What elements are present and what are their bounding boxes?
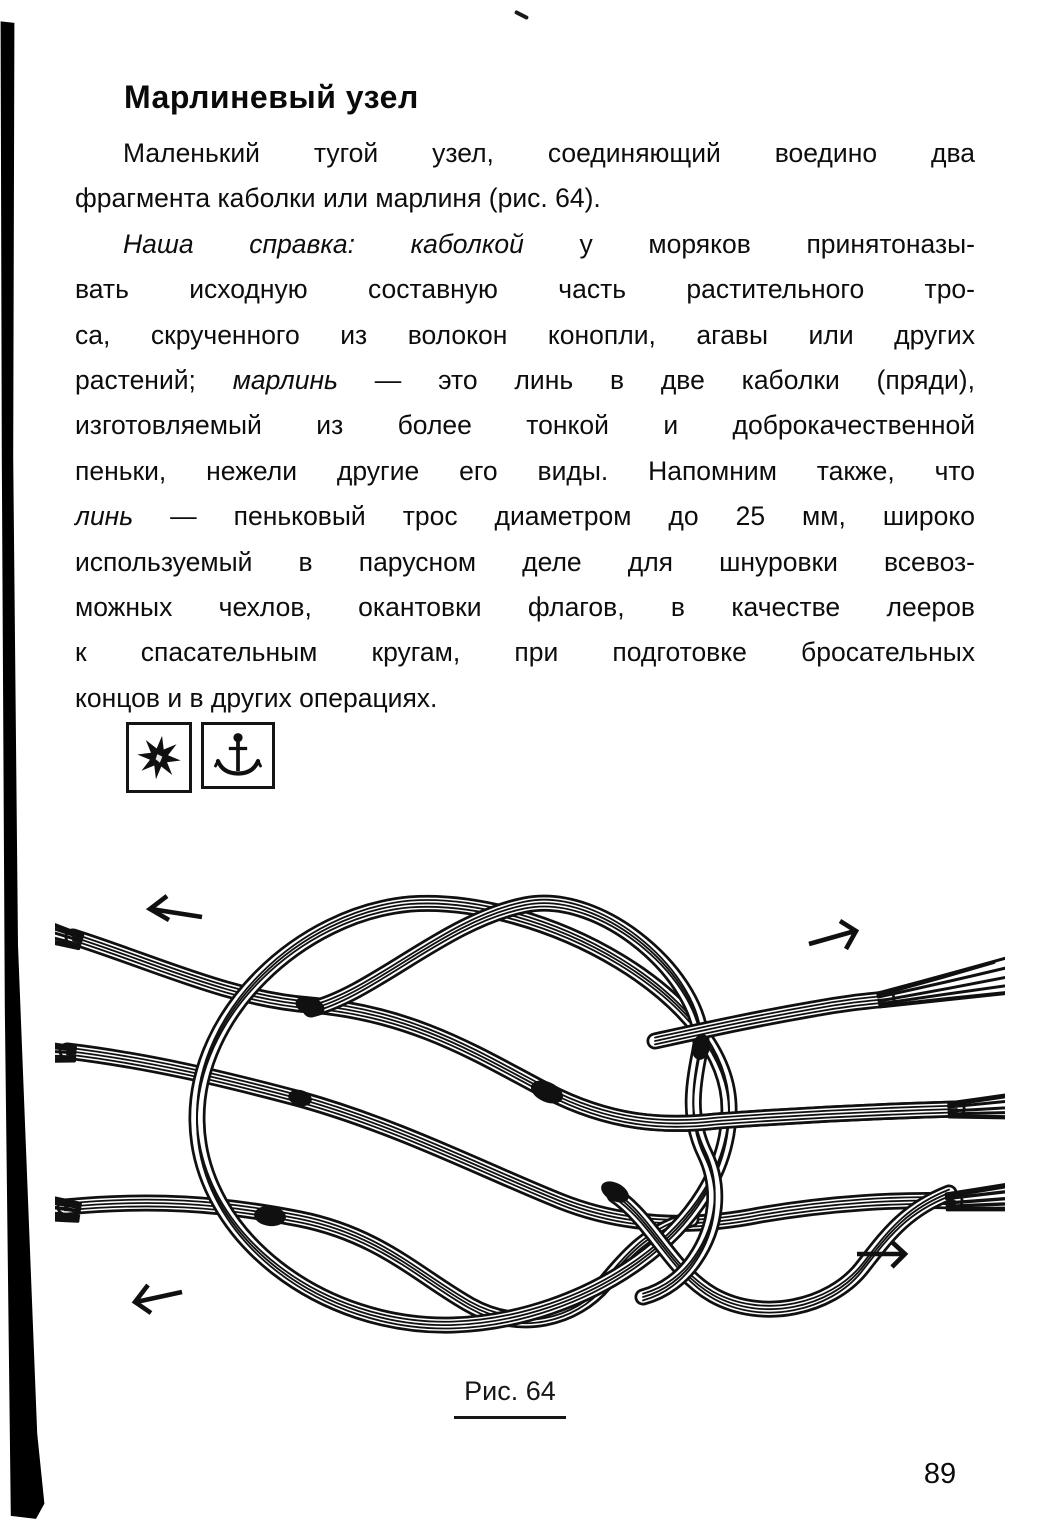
- text-segment: у моряков принятоназы-: [523, 228, 976, 259]
- page-binding-edge: [0, 0, 60, 1525]
- figure-caption: Рис. 64: [0, 1376, 1020, 1419]
- text-line: изготовляемый из более тонкой и доброкачественной: [75, 410, 975, 441]
- arrow-bottom-left: [135, 1285, 182, 1313]
- text-line: [75, 222, 975, 267]
- text-line: пеньки, нежели другие его виды. Напомним также, что: [75, 455, 975, 486]
- knot-usage-symbols: [126, 722, 275, 793]
- arrow-top-right: [809, 921, 856, 949]
- text-line: Маленький тугой узел, соединяющий воедино два: [123, 138, 975, 168]
- italic-segment: марлинь: [232, 365, 338, 396]
- text-line: [75, 358, 975, 403]
- italic-segment: Наша справка: каболкой: [123, 228, 524, 259]
- page-title: Марлиневый узел: [124, 79, 419, 116]
- text-line: концов и в других операциях.: [75, 682, 438, 713]
- text-segment: — пеньковый трос диаметром до 25 мм, широко: [133, 501, 975, 532]
- text-line: можных чехлов, окантовки флагов, в качестве лееров: [75, 592, 975, 623]
- scan-speck: [514, 10, 529, 20]
- anchor-symbol-box: [201, 722, 275, 789]
- text-line: к спасательным кругам, при подготовке бросательных: [75, 637, 975, 668]
- eight-point-star-icon: [132, 728, 186, 787]
- arrow-top-left: [150, 896, 202, 920]
- star-symbol-box: [126, 722, 192, 793]
- text-line: фрагмента каболки или марлиня (рис. 64).: [75, 183, 601, 214]
- text-segment: растений;: [75, 365, 233, 396]
- page-number: 89: [923, 1458, 957, 1490]
- anchor-icon: [208, 729, 268, 783]
- italic-segment: линь: [75, 501, 134, 532]
- text-line: вать исходную составную часть растительного тро-: [75, 274, 975, 305]
- text-line: са, скрученного из волокон конопли, агавы или других: [75, 319, 975, 350]
- knot-figure: [55, 858, 1005, 1355]
- rope-mid-right-over: [547, 1088, 957, 1127]
- text-line: [75, 494, 975, 539]
- knot-illustration: [55, 858, 1005, 1355]
- text-segment: — это линь в две каболки (пряди),: [337, 365, 975, 396]
- text-line: используемый в парусном деле для шнуровки всевоз-: [75, 546, 975, 577]
- body-text: [75, 131, 975, 721]
